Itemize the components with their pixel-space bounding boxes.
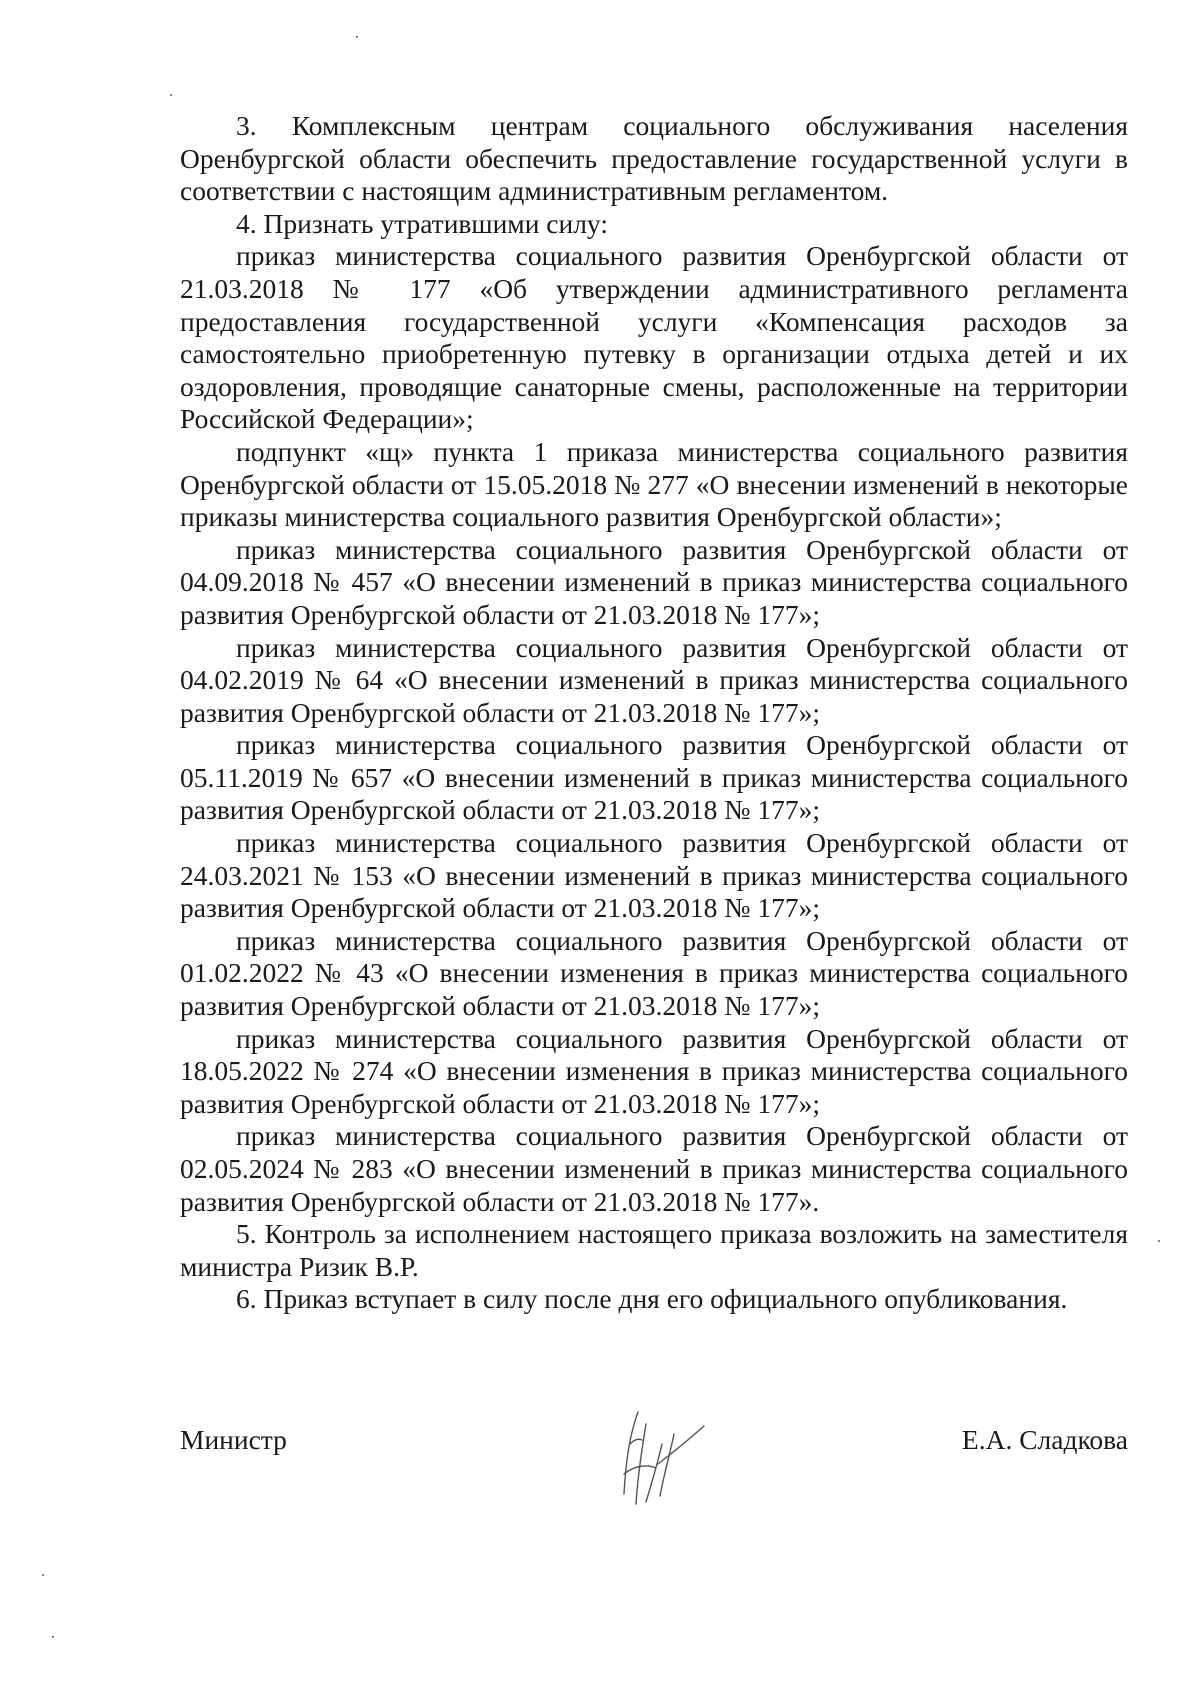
- repealed-order-64: приказ министерства социального развития Оренбургской области от 04.02.2019 № 64 «О внесении изменений в приказ министерства социального развития Оренбургской области от 21.03.2018 № 177»;: [180, 631, 1128, 728]
- signatory-name: Е.А. Сладкова: [961, 1424, 1128, 1455]
- repealed-subitem-277: подпункт «щ» пункта 1 приказа министерства социального развития Оренбургской области от 15.05.2018 № 277 «О внесении изменений в некоторые приказы министерства социального развития Оренбургской области»;: [180, 435, 1128, 533]
- scan-speck: [356, 36, 358, 38]
- paragraph-item-5: 5. Контроль за исполнением настоящего приказа возложить на заместителя министра Ризик В.Р.: [180, 1218, 1128, 1282]
- scan-speck: [52, 1636, 54, 1638]
- repealed-order-177: приказ министерства социального развития Оренбургской области от 21.03.2018 № 177 «Об утверждении административного регламента предоставления государственной услуги «Компенсация расходов за самостоятельно приобретенную путевку в организации отдыха детей и их оздоровления, проводящие санаторные смены, расположенные на территории Российской Федерации»;: [180, 240, 1128, 435]
- handwritten-signature: [616, 1404, 716, 1514]
- document-body: [180, 110, 1128, 1316]
- repealed-order-274: приказ министерства социального развития Оренбургской области от 18.05.2022 № 274 «О внесении изменения в приказ министерства социального развития Оренбургской области от 21.03.2018 № 177»;: [180, 1022, 1128, 1119]
- scan-speck: [42, 1574, 44, 1576]
- repealed-order-43: приказ министерства социального развития Оренбургской области от 01.02.2022 № 43 «О внесении изменения в приказ министерства социального развития Оренбургской области от 21.03.2018 № 177»;: [180, 924, 1128, 1022]
- repealed-order-283: приказ министерства социального развития Оренбургской области от 02.05.2024 № 283 «О внесении изменений в приказ министерства социального развития Оренбургской области от 21.03.2018 № 177».: [180, 1120, 1128, 1217]
- scan-speck: [1158, 1240, 1160, 1242]
- paragraph-item-6: 6. Приказ вступает в силу после дня его официального опубликования.: [236, 1283, 1068, 1315]
- repealed-order-153: приказ министерства социального развития Оренбургской области от 24.03.2021 № 153 «О внесении изменений в приказ министерства социального развития Оренбургской области от 21.03.2018 № 177»;: [180, 827, 1128, 924]
- repealed-order-457: приказ министерства социального развития Оренбургской области от 04.09.2018 № 457 «О внесении изменений в приказ министерства социального развития Оренбургской области от 21.03.2018 № 177»;: [180, 533, 1128, 630]
- scan-speck: [170, 94, 172, 96]
- paragraph-item-3: 3. Комплексным центрам социального обслуживания населения Оренбургской области обеспечить предоставление государственной услуги в соответствии с настоящим административным регламентом.: [180, 110, 1128, 207]
- signatory-title: Министр: [180, 1424, 287, 1455]
- repealed-order-657: приказ министерства социального развития Оренбургской области от 05.11.2019 № 657 «О внесении изменений в приказ министерства социального развития Оренбургской области от 21.03.2018 № 177»;: [180, 729, 1128, 826]
- paragraph-item-4: 4. Признать утратившими силу:: [236, 207, 608, 239]
